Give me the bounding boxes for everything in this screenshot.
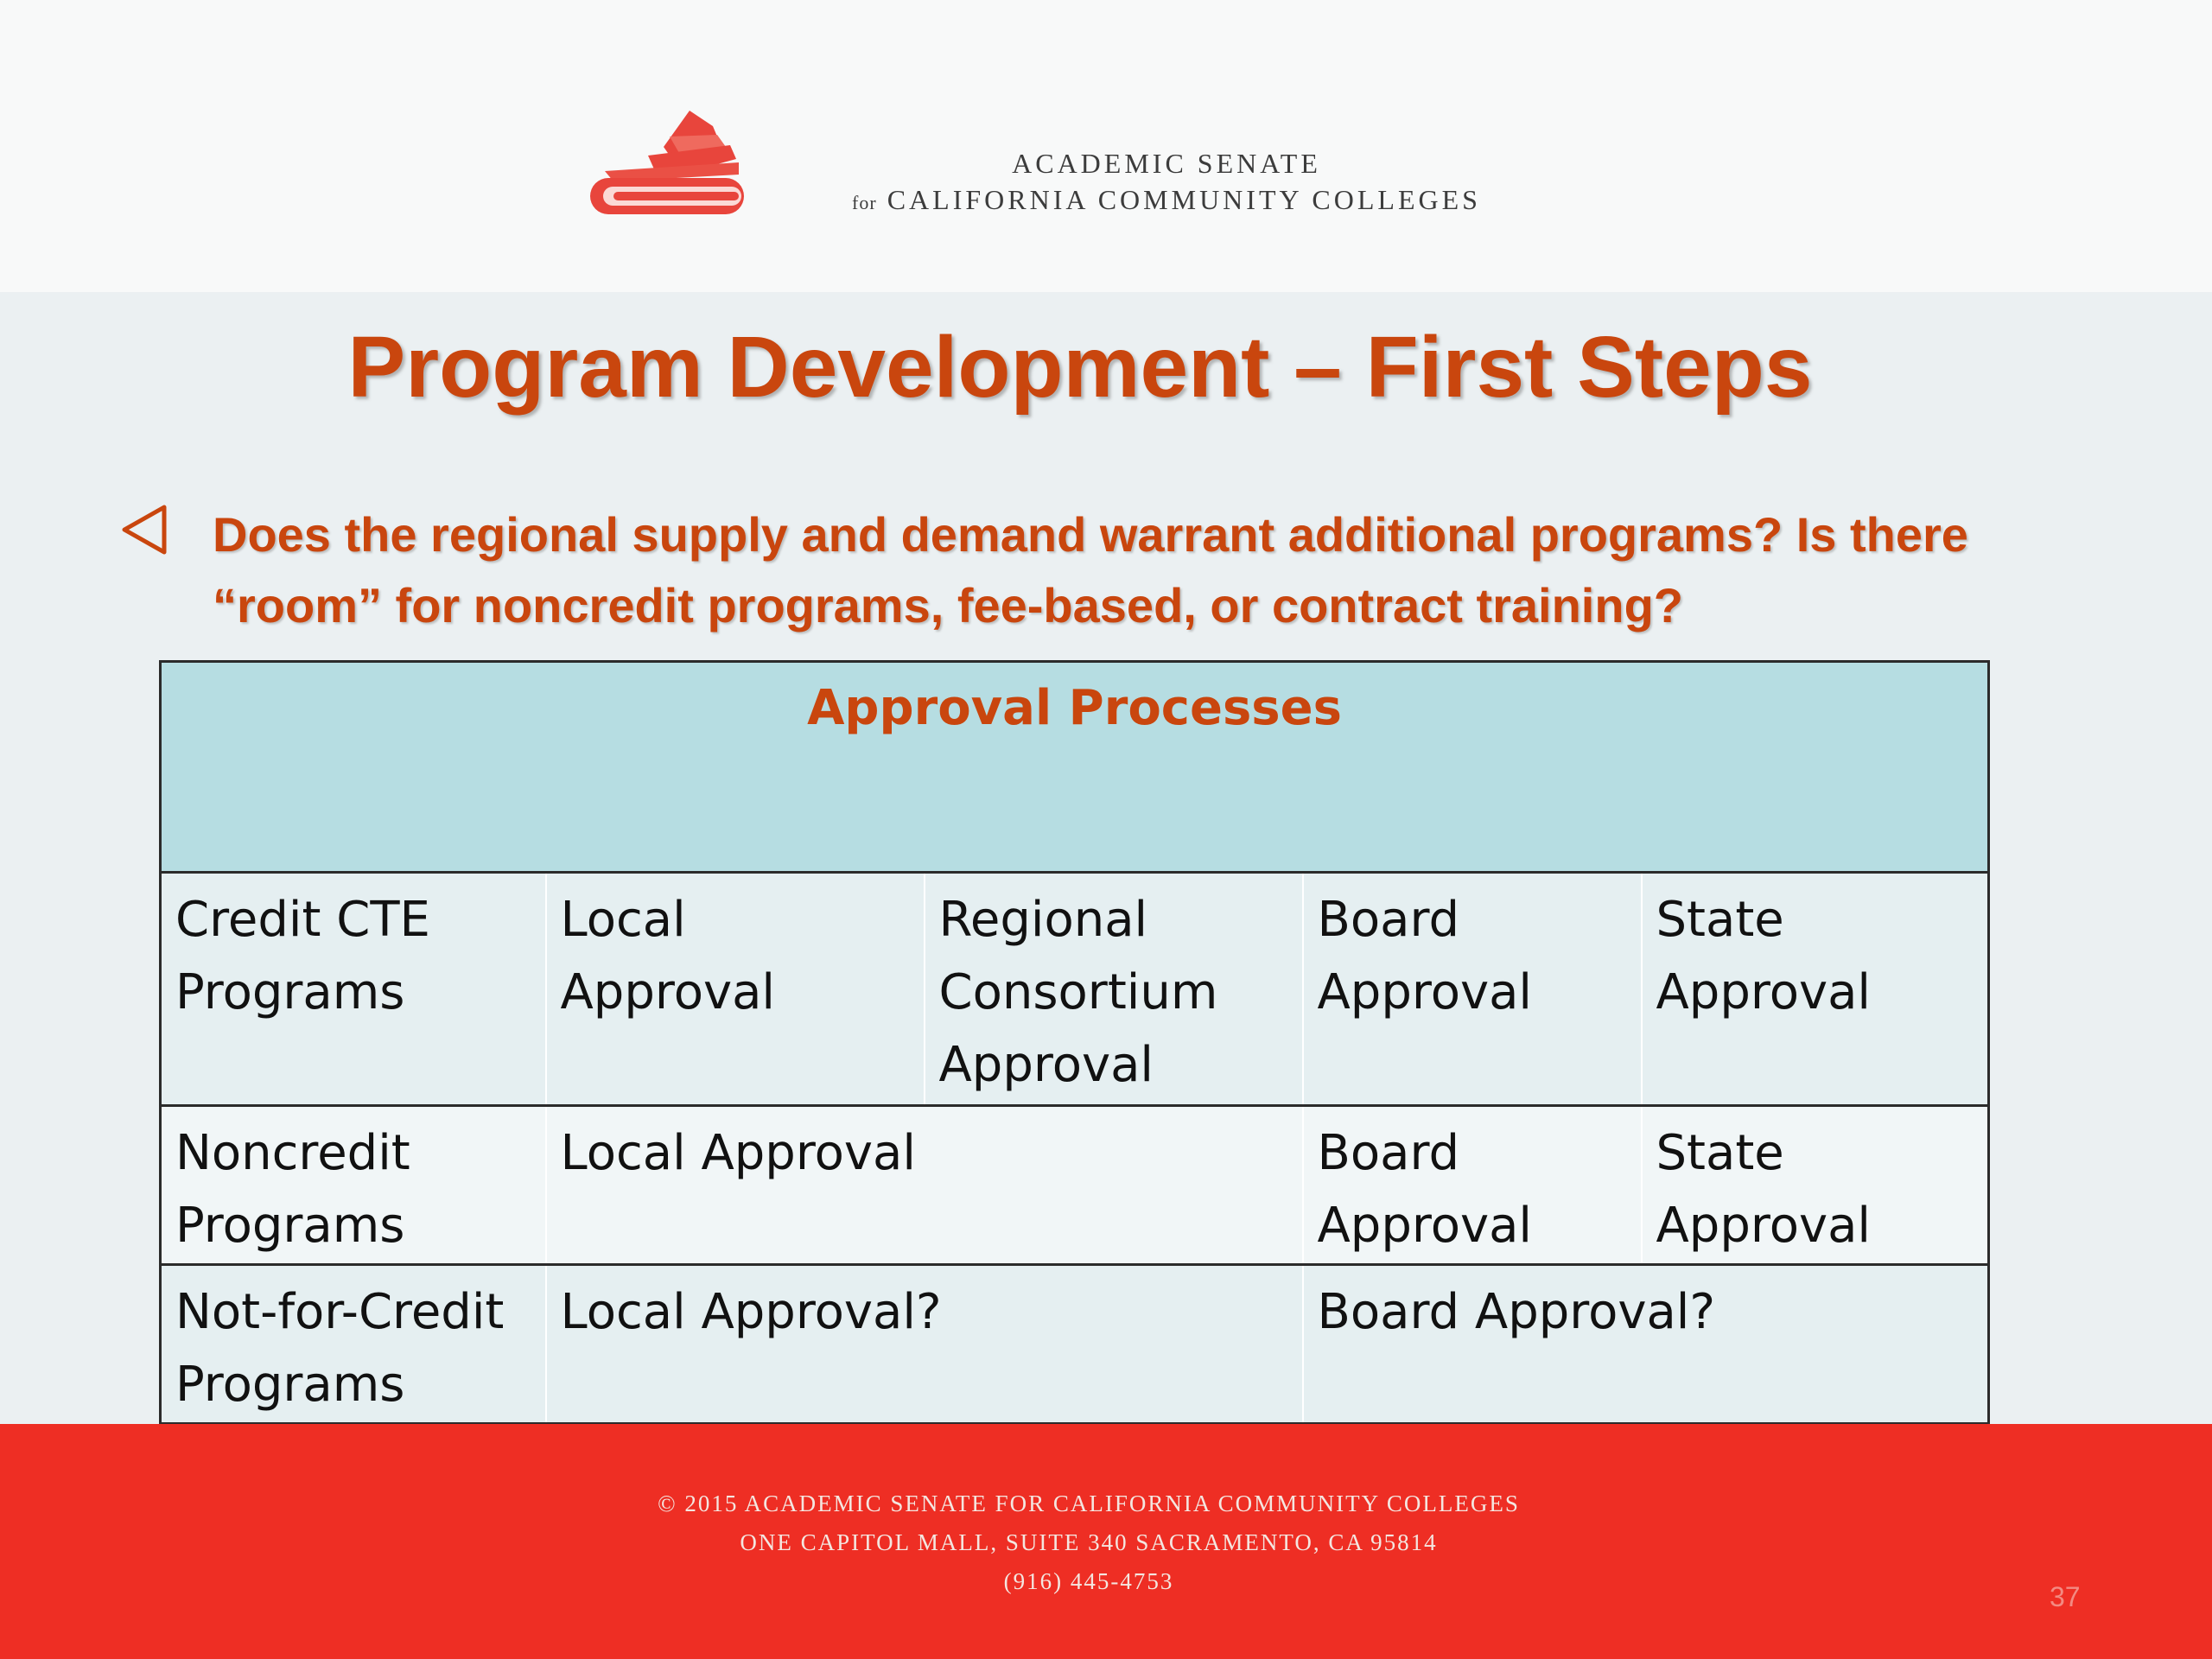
table-header: Approval Processes bbox=[161, 662, 1989, 873]
bullet-text: Does the regional supply and demand warrant additional programs? Is there “room” for noncredit programs, fee-based, or contract training? bbox=[213, 507, 1968, 632]
footer-phone: (916) 445-4753 bbox=[1003, 1568, 1174, 1594]
table-cell: Local Approval? bbox=[546, 1265, 1303, 1424]
table-cell: Board Approval? bbox=[1303, 1265, 1989, 1424]
footer-copyright: © 2015 ACADEMIC SENATE FOR CALIFORNIA COMMUNITY COLLEGES bbox=[658, 1491, 1520, 1516]
footer-address: ONE CAPITOL MALL, SUITE 340 SACRAMENTO, CA 95814 bbox=[740, 1529, 1438, 1555]
table-cell: State Approval bbox=[1642, 873, 1989, 1106]
row-label: Credit CTE Programs bbox=[161, 873, 546, 1106]
slide-title: Program Development – First Steps bbox=[347, 319, 1813, 416]
table-cell: Regional Consortium Approval bbox=[925, 873, 1303, 1106]
table-row bbox=[161, 873, 1989, 1106]
table-row bbox=[161, 1265, 1989, 1424]
table-cell: Board Approval bbox=[1303, 873, 1642, 1106]
row-label: Noncredit Programs bbox=[161, 1106, 546, 1265]
org-name-line2 bbox=[821, 181, 1512, 221]
table-cell: Local Approval bbox=[546, 1106, 1303, 1265]
row-label: Not-for-Credit Programs bbox=[175, 1284, 505, 1413]
page-number: 37 bbox=[2050, 1581, 2081, 1612]
org-name-colleges: CALIFORNIA COMMUNITY COLLEGES bbox=[887, 184, 1481, 215]
triangle-bullet-icon bbox=[119, 503, 169, 556]
table-row bbox=[161, 1106, 1989, 1265]
org-for: for bbox=[852, 192, 877, 213]
table-cell: Board Approval bbox=[1303, 1106, 1642, 1265]
approval-table bbox=[159, 660, 1990, 1425]
org-name bbox=[821, 145, 1512, 221]
org-name-line1: ACADEMIC SENATE bbox=[1012, 148, 1321, 179]
book-stack-icon bbox=[588, 102, 747, 219]
table-cell: Local Approval bbox=[546, 873, 925, 1106]
table-header-row bbox=[161, 662, 1989, 873]
table-cell: State Approval bbox=[1642, 1106, 1989, 1265]
footer-text bbox=[0, 1484, 2177, 1601]
